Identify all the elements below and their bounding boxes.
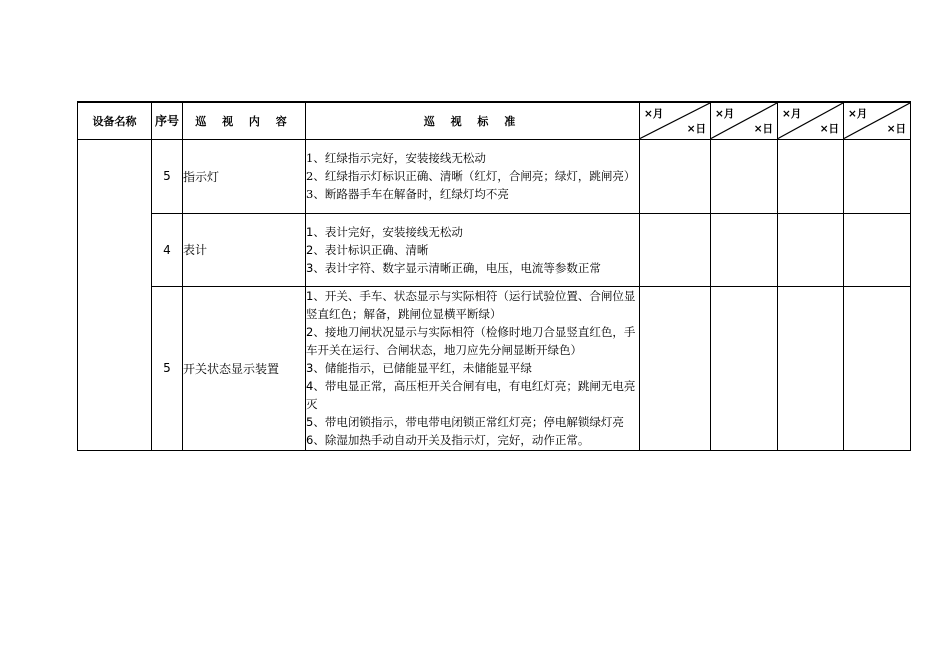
equipment-name-cell xyxy=(78,139,152,450)
standard-line: 2、红绿指示灯标识正确、清晰（红灯，合闸亮；绿灯，跳闸亮） xyxy=(306,169,636,183)
header-seq-no: 序号 xyxy=(152,102,183,139)
header-date-cell xyxy=(778,102,844,139)
header-inspection-standard xyxy=(306,102,640,139)
standard-line: 2、接地刀闸状况显示与实际相符（检修时地刀合显竖直红色，手车开关在运行、合闸状态，地刀应先分闸显断开绿色） xyxy=(306,325,636,357)
month-label: ×月 xyxy=(848,108,868,120)
header-date-cell xyxy=(844,102,911,139)
table-row xyxy=(78,213,911,286)
inspection-item-cell: 指示灯 xyxy=(183,139,306,213)
inspection-table xyxy=(77,101,911,451)
day-label: ×日 xyxy=(753,122,773,135)
inspection-standard-cell xyxy=(306,139,640,213)
check-cell[interactable] xyxy=(640,139,711,213)
standard-line: 3、储能指示，已储能显平红，未储能显平绿 xyxy=(306,361,532,375)
header-equipment-name: 设备名称 xyxy=(78,102,152,139)
table-row xyxy=(78,139,911,213)
inspection-standard-cell xyxy=(306,213,640,286)
header-date-cell xyxy=(640,102,711,139)
day-label: ×日 xyxy=(819,122,839,135)
inspection-item-cell: 表计 xyxy=(183,213,306,286)
standard-line: 5、带电闭锁指示，带电带电闭锁正常红灯亮；停电解锁绿灯亮 xyxy=(306,415,624,429)
header-inspection-content-text: 巡 视 内 容 xyxy=(195,114,293,128)
standard-line: 1、表计完好，安装接线无松动 xyxy=(306,224,463,239)
header-date-cell xyxy=(711,102,778,139)
check-cell[interactable] xyxy=(778,139,844,213)
table-row xyxy=(78,286,911,450)
check-cell[interactable] xyxy=(778,286,844,450)
inspection-item-cell: 开关状态显示装置 xyxy=(183,286,306,450)
standard-line: 1、红绿指示完好，安装接线无松动 xyxy=(306,151,486,165)
check-cell[interactable] xyxy=(844,286,911,450)
inspection-standard-cell xyxy=(306,286,640,450)
check-cell[interactable] xyxy=(778,213,844,286)
standard-line: 4、带电显正常，高压柜开关合闸有电，有电红灯亮；跳闸无电亮灭 xyxy=(306,379,636,411)
check-cell[interactable] xyxy=(844,139,911,213)
standard-line: 3、断路器手车在解备时，红绿灯均不亮 xyxy=(306,187,509,201)
day-label: ×日 xyxy=(886,122,906,135)
standard-line: 1、开关、手车、状态显示与实际相符（运行试验位置、合闸位显竖直红色；解备，跳闸位显横平断绿） xyxy=(306,289,636,321)
check-cell[interactable] xyxy=(640,213,711,286)
check-cell[interactable] xyxy=(640,286,711,450)
month-label: ×月 xyxy=(782,108,802,120)
day-label: ×日 xyxy=(686,122,706,135)
seq-no-cell: 5 xyxy=(152,139,183,213)
standard-line: 2、表计标识正确、清晰 xyxy=(306,242,429,257)
month-label: ×月 xyxy=(644,108,664,120)
check-cell[interactable] xyxy=(711,213,778,286)
header-inspection-standard-text: 巡 视 标 准 xyxy=(423,114,522,128)
header-row xyxy=(78,102,911,139)
seq-no-cell: 5 xyxy=(152,286,183,450)
header-inspection-content xyxy=(183,102,306,139)
seq-no-cell: 4 xyxy=(152,213,183,286)
check-cell[interactable] xyxy=(844,213,911,286)
check-cell[interactable] xyxy=(711,286,778,450)
check-cell[interactable] xyxy=(711,139,778,213)
standard-line: 6、除湿加热手动自动开关及指示灯，完好，动作正常。 xyxy=(306,433,590,447)
standard-line: 3、表计字符、数字显示清晰正确，电压，电流等参数正常 xyxy=(306,260,601,275)
month-label: ×月 xyxy=(715,108,735,120)
